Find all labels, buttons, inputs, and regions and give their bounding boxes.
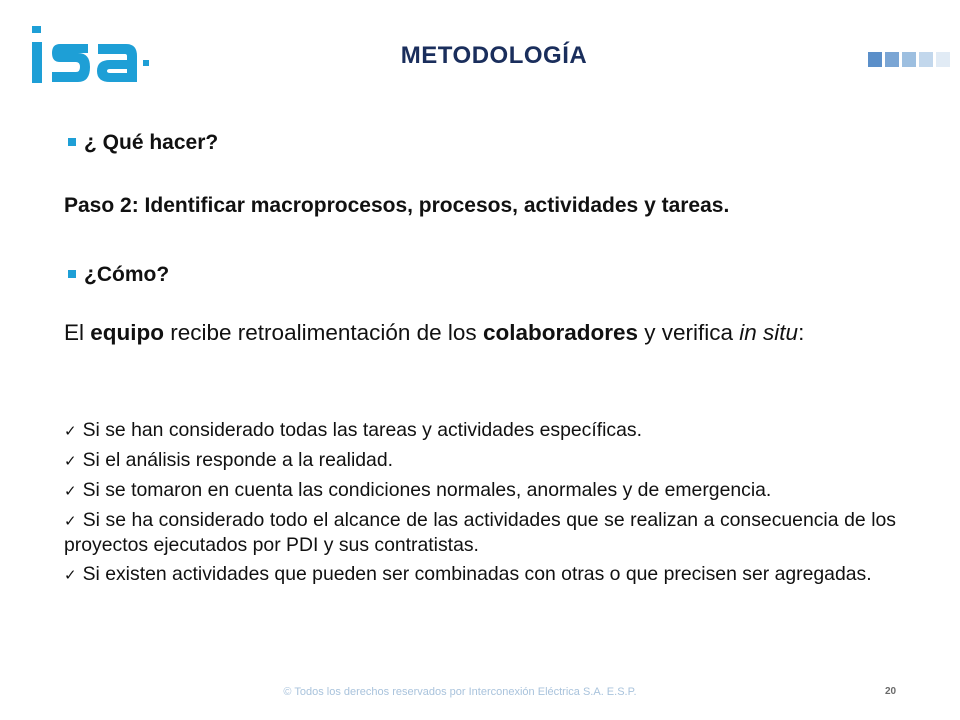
slide-title: METODOLOGÍA xyxy=(400,42,588,69)
checkmark-icon: ✓ xyxy=(64,482,77,500)
question-what: ¿ Qué hacer? xyxy=(68,131,218,155)
square-bullet-icon xyxy=(68,270,76,278)
checklist xyxy=(64,418,896,592)
step-heading: Paso 2: Identificar macroprocesos, procesos, actividades y tareas. xyxy=(64,194,730,217)
checkmark-icon: ✓ xyxy=(64,566,77,584)
footer-copyright: © Todos los derechos reservados por Interconexión Eléctrica S.A. E.S.P. xyxy=(283,686,637,698)
list-item: ✓ Si existen actividades que pueden ser combinadas con otras o que precisen ser agregadas. xyxy=(64,563,872,585)
square-bullet-icon xyxy=(68,138,76,146)
checkmark-icon: ✓ xyxy=(64,452,77,470)
checkmark-icon: ✓ xyxy=(64,422,77,440)
list-item: ✓ Si se tomaron en cuenta las condiciones normales, anormales y de emergencia. xyxy=(64,479,772,501)
description-paragraph: El equipo recibe retroalimentación de los colaboradores y verifica in situ: xyxy=(64,320,805,345)
checkmark-icon: ✓ xyxy=(64,512,77,530)
decorative-squares xyxy=(868,52,958,67)
list-item: ✓ Si se ha considerado todo el alcance de las actividades que se realizan a consecuencia de los proyectos ejecutados por PDI y sus contratistas. xyxy=(64,509,896,556)
page-number: 20 xyxy=(885,686,897,697)
question-how: ¿Cómo? xyxy=(68,263,169,287)
list-item: ✓ Si se han considerado todas las tareas y actividades específicas. xyxy=(64,419,642,441)
list-item: ✓ Si el análisis responde a la realidad. xyxy=(64,449,394,471)
